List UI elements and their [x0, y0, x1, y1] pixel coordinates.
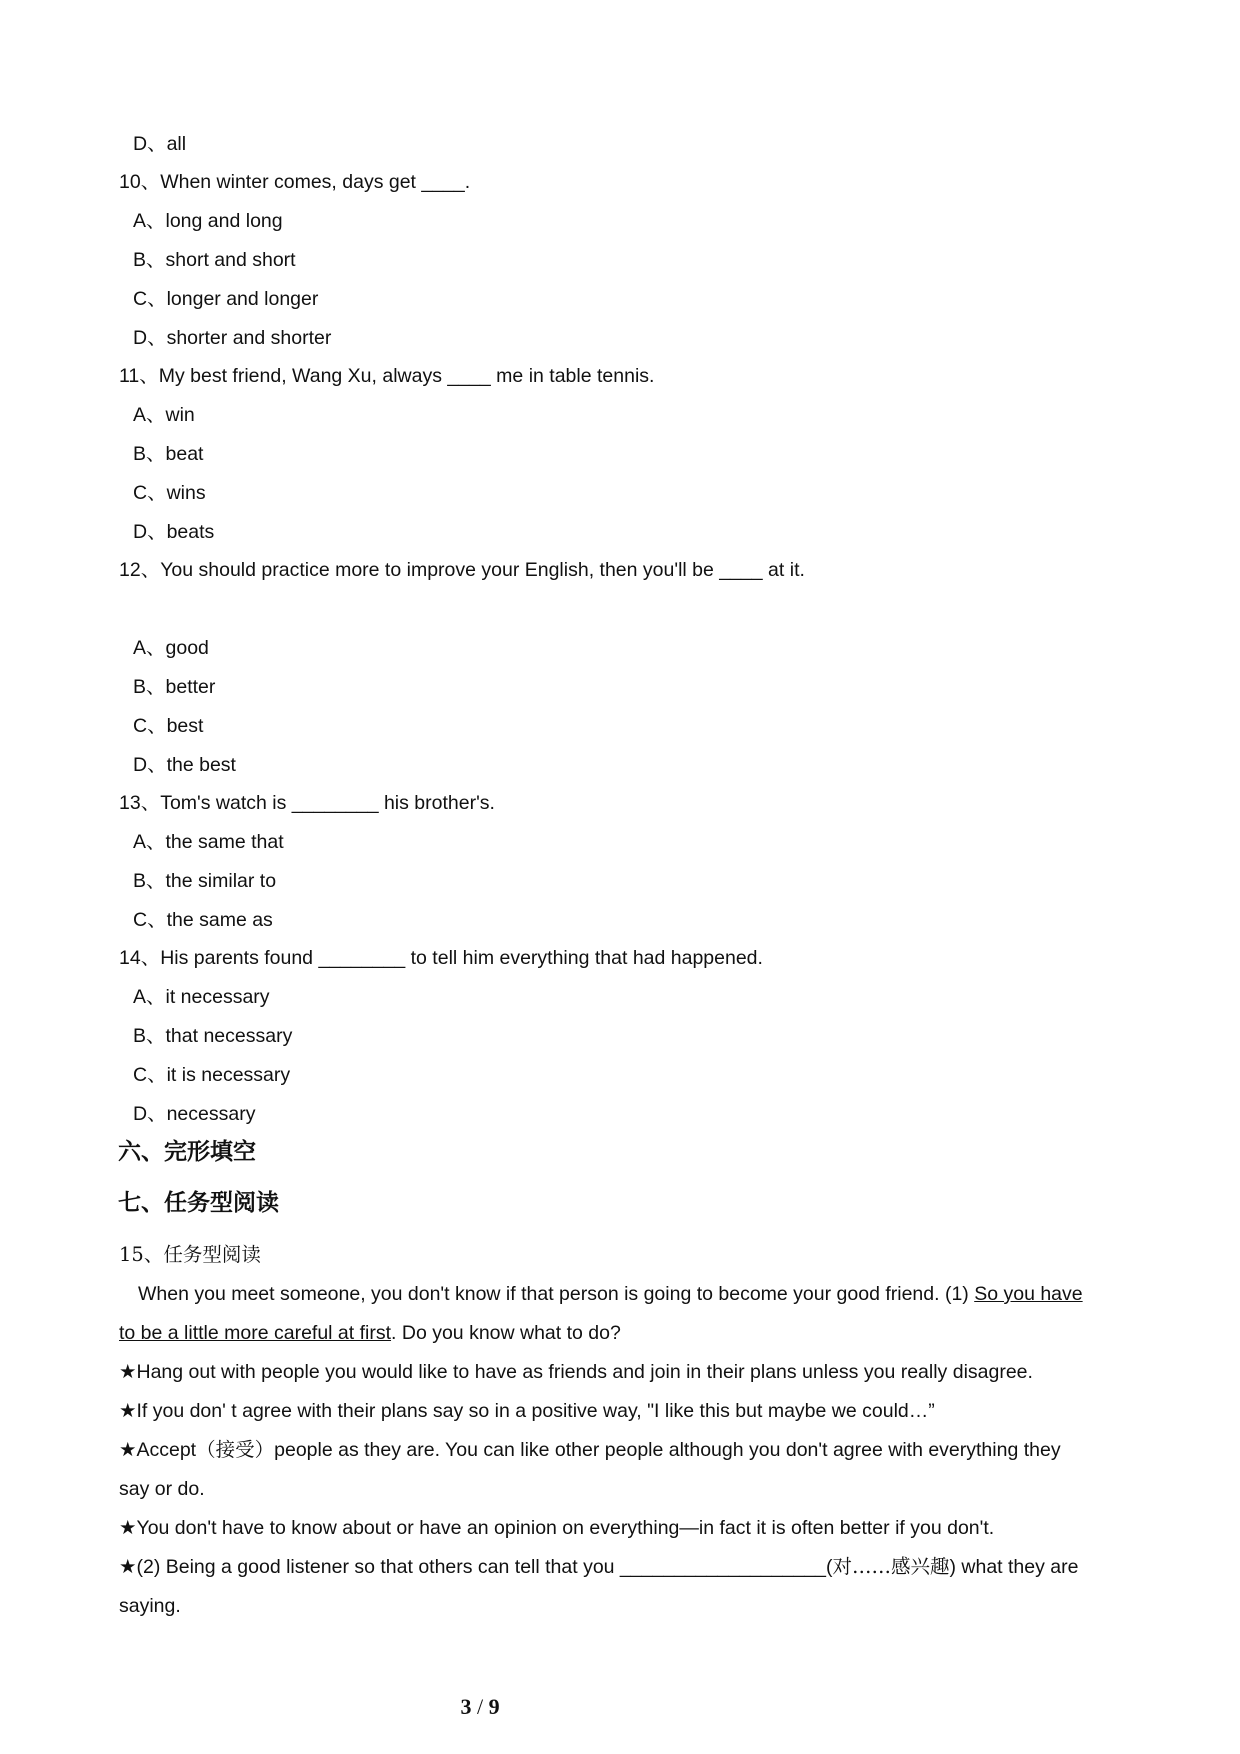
q15-tip-3-rest: people as they are. You can like other people although you don't agree with everything they: [274, 1439, 1061, 1461]
q12-option-b: B、better: [133, 676, 216, 698]
q15-tip-3-line-1: [119, 1437, 1061, 1463]
q11-option-c: C、wins: [133, 482, 206, 504]
q12-option-c: C、best: [133, 715, 204, 737]
q15-paragraph-text: When you meet someone, you don't know if that person is going to become your good friend. (1): [138, 1283, 975, 1305]
q9-option-d: D、all: [133, 133, 187, 155]
q12-option-a: A、good: [133, 637, 209, 659]
q15-tip-5-chinese: 对……感兴趣: [832, 1555, 950, 1578]
q11-option-d: D、beats: [133, 521, 215, 543]
section-heading-seven: 七、任务型阅读: [118, 1190, 279, 1216]
q10-option-c: C、longer and longer: [133, 288, 319, 310]
q15-underlined-sentence-part2: to be a little more careful at first: [119, 1322, 392, 1344]
q10-option-b: B、short and short: [133, 249, 296, 271]
q15-tip-3-start: ★Accept: [119, 1439, 197, 1461]
q15-paragraph-line-1: [138, 1281, 1083, 1307]
q10-stem: 10、When winter comes, days get ____.: [119, 171, 471, 193]
q15-tip-4: ★You don't have to know about or have an opinion on everything—in fact it is often better if you don't.: [119, 1517, 995, 1539]
q13-option-a: A、the same that: [133, 831, 284, 853]
page-number: [0, 1693, 960, 1721]
q12-option-d: D、the best: [133, 754, 236, 776]
current-page: 3: [460, 1694, 472, 1719]
q15-paragraph-end: . Do you know what to do?: [391, 1322, 621, 1344]
q14-option-d: D、necessary: [133, 1103, 256, 1125]
page-separator: /: [471, 1694, 489, 1719]
q13-option-b: B、the similar to: [133, 870, 277, 892]
q14-stem: 14、His parents found ________ to tell him everything that had happened.: [119, 947, 763, 969]
total-pages: 9: [488, 1694, 500, 1719]
section-heading-six: 六、完形填空: [118, 1139, 256, 1165]
q11-stem: 11、My best friend, Wang Xu, always ____ me in table tennis.: [119, 365, 655, 387]
q10-option-d: D、shorter and shorter: [133, 327, 332, 349]
q15-tip-2: ★If you don' t agree with their plans say so in a positive way, "I like this but maybe we could…”: [119, 1400, 935, 1422]
q10-option-a: A、long and long: [133, 210, 283, 232]
q12-stem: 12、You should practice more to improve your English, then you'll be ____ at it.: [119, 559, 805, 581]
q13-stem: 13、Tom's watch is ________ his brother's.: [119, 792, 495, 814]
q15-tip-5-line-2: saying.: [119, 1595, 181, 1617]
q15-title: 15、任务型阅读: [119, 1243, 261, 1266]
q15-tip-5-start: ★(2) Being a good listener so that others can tell that you ___________________(: [119, 1556, 833, 1578]
q14-option-b: B、that necessary: [133, 1025, 293, 1047]
q15-tip-1: ★Hang out with people you would like to have as friends and join in their plans unless you really disagree.: [119, 1361, 1033, 1383]
q11-option-a: A、win: [133, 404, 195, 426]
q15-tip-3-line-2: say or do.: [119, 1478, 205, 1500]
q15-underlined-sentence-part1: So you have: [974, 1283, 1083, 1305]
q15-tip-5-line-1: [119, 1554, 1078, 1580]
q15-tip-5-rest: ) what they are: [949, 1556, 1079, 1578]
q15-tip-3-chinese: （接受）: [196, 1438, 275, 1461]
q15-paragraph-line-2: [119, 1320, 621, 1346]
q14-option-a: A、it necessary: [133, 986, 270, 1008]
q11-option-b: B、beat: [133, 443, 204, 465]
q14-option-c: C、it is necessary: [133, 1064, 291, 1086]
q13-option-c: C、the same as: [133, 909, 273, 931]
